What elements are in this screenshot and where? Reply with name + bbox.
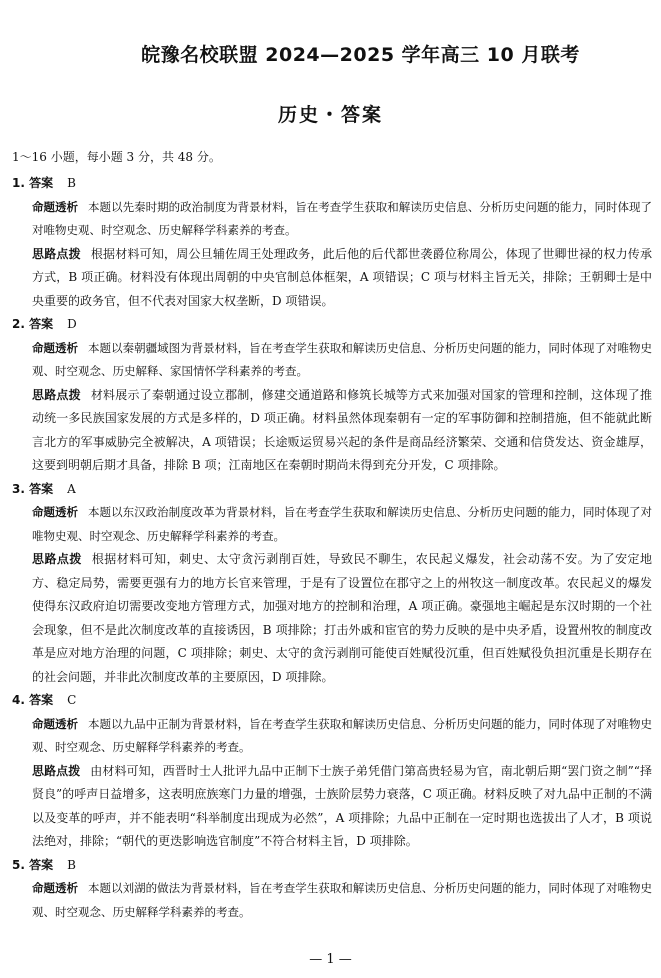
answer-letter: B bbox=[67, 176, 76, 190]
answer-letter: D bbox=[67, 317, 77, 331]
question-heading bbox=[12, 854, 652, 878]
hint-label: 思路点拨 bbox=[32, 387, 81, 402]
hint-paragraph bbox=[12, 760, 652, 854]
question-number: 3. 答案 bbox=[12, 481, 54, 496]
question-block-4 bbox=[12, 689, 652, 854]
hint-label: 思路点拨 bbox=[32, 246, 81, 261]
analysis-paragraph bbox=[12, 713, 652, 760]
analysis-label: 命题透析 bbox=[32, 340, 79, 355]
hint-paragraph bbox=[12, 243, 652, 314]
answer-letter: C bbox=[67, 693, 77, 707]
answer-letter: B bbox=[67, 857, 76, 872]
subject-title: 历史・答案 bbox=[277, 104, 383, 126]
analysis-text: 本题以刘湖的做法为背景材料，旨在考查学生获取和解读历史信息、分析历史问题的能力，同时体现了对唯物史观、时空观念、历史解释学科素养的考查。 bbox=[32, 881, 653, 919]
hint-text: 根据材料可知，周公旦辅佐周王处理政务，此后他的后代都世袭爵位称周公，体现了世卿世禄的权力传承方式，B 项正确。材料没有体现出周朝的中央官制总体框架，A 项错误；C 项与材料主旨无关，排除；王朝卿士是中央重要的政务官，但不代表对国家大权垄断，D 项错误。 bbox=[32, 246, 652, 308]
analysis-paragraph bbox=[12, 337, 652, 384]
hint-label: 思路点拨 bbox=[32, 552, 82, 566]
question-heading bbox=[12, 689, 652, 713]
hint-text: 由材料可知，西晋时士人批评九品中正制下士族子弟凭借门第高贵轻易为官，南北朝后期“罢门资之制”“择贤良”的呼声日益增多，这表明庶族寒门力量的增强，士族阶层势力衰落，C 项正确。材料反映了对九品中正制的不满以及变革的呼声，并不能表明“科举制度出现成为必然”，A 项排除；九品中正制在一定时期也选拔出了人才，B 项说法绝对，排除；“朝代的更迭影响选官制度”不符合材料主旨，D 项排除。 bbox=[32, 763, 652, 848]
intro-text: 1～16 小题，每小题 3 分，共 48 分。 bbox=[12, 150, 221, 164]
hint-label: 思路点拨 bbox=[32, 763, 81, 778]
exam-title: 皖豫名校联盟 2024—2025 学年高三 10 月联考 bbox=[141, 44, 580, 66]
question-number: 5. 答案 bbox=[12, 857, 54, 872]
analysis-label: 命题透析 bbox=[32, 716, 79, 731]
question-block-5 bbox=[12, 854, 652, 925]
question-number: 4. 答案 bbox=[12, 693, 54, 707]
question-number: 2. 答案 bbox=[12, 317, 54, 331]
analysis-paragraph bbox=[12, 196, 652, 243]
analysis-label: 命题透析 bbox=[32, 881, 79, 895]
question-number: 1. 答案 bbox=[12, 176, 54, 190]
hint-paragraph bbox=[12, 548, 652, 689]
question-heading bbox=[12, 172, 652, 196]
question-heading bbox=[12, 313, 652, 337]
answer-body bbox=[12, 172, 652, 924]
analysis-text: 本题以先秦时期的政治制度为背景材料，旨在考查学生获取和解读历史信息、分析历史问题的能力，同时体现了对唯物史观、时空观念、历史解释学科素养的考查。 bbox=[32, 199, 653, 237]
analysis-label: 命题透析 bbox=[32, 199, 79, 214]
question-block-3 bbox=[12, 478, 652, 690]
page-number: — 1 — bbox=[309, 952, 352, 967]
analysis-text: 本题以九品中正制为背景材料，旨在考查学生获取和解读历史信息、分析历史问题的能力，同时体现了对唯物史观、时空观念、历史解释学科素养的考查。 bbox=[32, 716, 653, 754]
hint-text: 根据材料可知，刺史、太守贪污剥削百姓，导致民不聊生，农民起义爆发，社会动荡不安。为了安定地方、稳定局势，需要更强有力的地方长官来管理，于是有了设置位在郡守之上的州牧这一制度改革。农民起义的爆发使得东汉政府迫切需要改变地方管理方式，加强对地方的控制和治理，A 项正确。豪强地主崛起是东汉时期的一个社会现象，但不是此次制度改革的直接诱因，B 项排除；打击外戚和宦官的势力反映的是中央矛盾，设置州牧的制度改革是应对地方治理的问题，C 项排除；刺史、太守的贪污剥削可能使百姓赋役沉重，但百姓赋役负担沉重是长期存在的社会问题，并非此次制度改革的主要原因，D 项排除。 bbox=[32, 552, 652, 684]
hint-text: 材料展示了秦朝通过设立郡制，修建交通道路和修筑长城等方式来加强对国家的管理和控制，这体现了推动统一多民族国家发展的方式是多样的，D 项正确。材料虽然体现秦朝有一定的军事防御和控制措施，但不能就此断言北方的军事威胁完全被解决，A 项错误；长途贩运贸易兴起的条件是商品经济繁荣、交通和信贷发达、资金雄厚，这要到明朝后期才具备，排除 B 项；江南地区在秦朝时期尚未得到充分开发，C 项排除。 bbox=[32, 387, 652, 472]
question-block-1 bbox=[12, 172, 652, 313]
question-heading bbox=[12, 478, 652, 502]
analysis-text: 本题以秦朝疆域图为背景材料，旨在考查学生获取和解读历史信息、分析历史问题的能力，同时体现了对唯物史观、时空观念、历史解释、家国情怀学科素养的考查。 bbox=[32, 340, 653, 378]
question-block-2 bbox=[12, 313, 652, 478]
answer-letter: A bbox=[67, 481, 76, 496]
analysis-label: 命题透析 bbox=[32, 505, 79, 519]
hint-paragraph bbox=[12, 384, 652, 478]
analysis-text: 本题以东汉政治制度改革为背景材料，旨在考查学生获取和解读历史信息、分析历史问题的能力，同时体现了对唯物史观、时空观念、历史解释学科素养的考查。 bbox=[32, 505, 653, 543]
analysis-paragraph bbox=[12, 501, 652, 548]
analysis-paragraph bbox=[12, 877, 652, 924]
